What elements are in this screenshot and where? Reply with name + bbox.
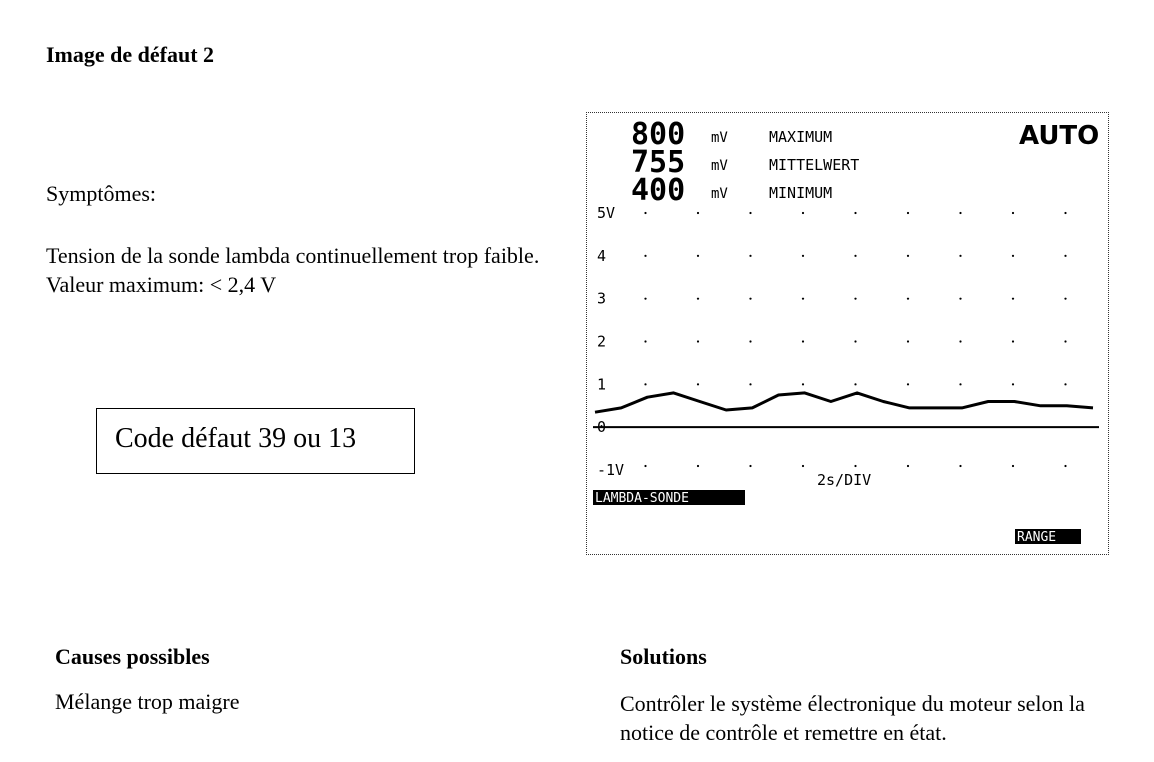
- y-tick-label: 0: [597, 418, 607, 437]
- grid-dot: [802, 255, 804, 257]
- lambda-signal-trace: [595, 393, 1093, 412]
- oscilloscope-chart: [587, 113, 1110, 556]
- grid-dot: [697, 298, 699, 300]
- grid-dot: [907, 212, 909, 214]
- grid-dot: [749, 383, 751, 385]
- fault-code-box: Code défaut 39 ou 13: [96, 408, 415, 474]
- grid-dot: [854, 465, 856, 467]
- grid-dot: [907, 255, 909, 257]
- grid-dot: [1064, 298, 1066, 300]
- grid-dot: [1012, 383, 1014, 385]
- grid-dot: [802, 383, 804, 385]
- grid-dot: [907, 383, 909, 385]
- grid-dot: [959, 340, 961, 342]
- grid-dot: [854, 212, 856, 214]
- grid-dot: [959, 383, 961, 385]
- y-tick-label: 1: [597, 375, 607, 394]
- grid-dots: [644, 212, 1066, 467]
- grid-dot: [697, 212, 699, 214]
- grid-dot: [1012, 298, 1014, 300]
- grid-dot: [802, 340, 804, 342]
- oscilloscope-screen: [586, 112, 1109, 555]
- reading-max-label: MAXIMUM: [769, 128, 833, 146]
- symptoms-text: Tension de la sonde lambda continuellement trop faible. Valeur maximum: < 2,4 V: [46, 243, 540, 297]
- grid-dot: [854, 255, 856, 257]
- grid-dot: [1064, 383, 1066, 385]
- symptoms-label: Symptômes:: [46, 181, 157, 206]
- grid-dot: [854, 383, 856, 385]
- causes-heading: Causes possibles: [55, 644, 210, 669]
- grid-dot: [1012, 255, 1014, 257]
- reading-mean-unit: mV: [711, 158, 728, 174]
- grid-dot: [1064, 465, 1066, 467]
- grid-dot: [1064, 255, 1066, 257]
- grid-dot: [907, 340, 909, 342]
- grid-dot: [697, 255, 699, 257]
- grid-dot: [697, 465, 699, 467]
- page-title: Image de défaut 2: [46, 42, 215, 67]
- reading-min-label: MINIMUM: [769, 184, 833, 202]
- grid-dot: [959, 255, 961, 257]
- reading-mean-value: 755: [631, 145, 686, 180]
- grid-dot: [802, 212, 804, 214]
- range-button[interactable]: RANGE: [1017, 530, 1057, 545]
- grid-dot: [854, 298, 856, 300]
- grid-dot: [697, 383, 699, 385]
- y-tick-label: 4: [597, 246, 607, 265]
- grid-dot: [907, 298, 909, 300]
- y-tick-label: 2: [597, 332, 607, 351]
- y-axis-ticks: [597, 204, 624, 479]
- grid-dot: [1064, 340, 1066, 342]
- grid-dot: [1012, 340, 1014, 342]
- grid-dot: [959, 298, 961, 300]
- grid-dot: [854, 340, 856, 342]
- grid-dot: [644, 212, 646, 214]
- grid-dot: [644, 340, 646, 342]
- auto-mode-indicator: AUTO: [1019, 121, 1100, 151]
- reading-max-unit: mV: [711, 130, 728, 146]
- grid-dot: [644, 465, 646, 467]
- grid-dot: [644, 383, 646, 385]
- grid-dot: [749, 340, 751, 342]
- grid-dot: [802, 465, 804, 467]
- reading-max-value: 800: [631, 117, 686, 152]
- solutions-heading: Solutions: [620, 644, 707, 669]
- y-tick-label: -1V: [597, 461, 625, 479]
- y-tick-label: 5V: [597, 204, 616, 222]
- grid-dot: [749, 255, 751, 257]
- reading-min-unit: mV: [711, 186, 728, 202]
- grid-dot: [1012, 212, 1014, 214]
- grid-dot: [802, 298, 804, 300]
- reading-mean-label: MITTELWERT: [769, 156, 860, 174]
- y-tick-label: 3: [597, 289, 607, 308]
- grid-dot: [644, 298, 646, 300]
- time-base-label: 2s/DIV: [817, 471, 872, 489]
- grid-dot: [644, 255, 646, 257]
- grid-dot: [959, 465, 961, 467]
- grid-dot: [749, 298, 751, 300]
- grid-dot: [697, 340, 699, 342]
- grid-dot: [907, 465, 909, 467]
- grid-dot: [1064, 212, 1066, 214]
- grid-dot: [959, 212, 961, 214]
- solutions-text: Contrôler le système électronique du moteur selon la notice de contrôle et remettre en état.: [620, 691, 1085, 745]
- causes-text: Mélange trop maigre: [55, 689, 240, 714]
- grid-dot: [749, 465, 751, 467]
- channel-label: LAMBDA-SONDE: [595, 491, 689, 506]
- grid-dot: [749, 212, 751, 214]
- reading-min-value: 400: [631, 173, 686, 208]
- grid-dot: [1012, 465, 1014, 467]
